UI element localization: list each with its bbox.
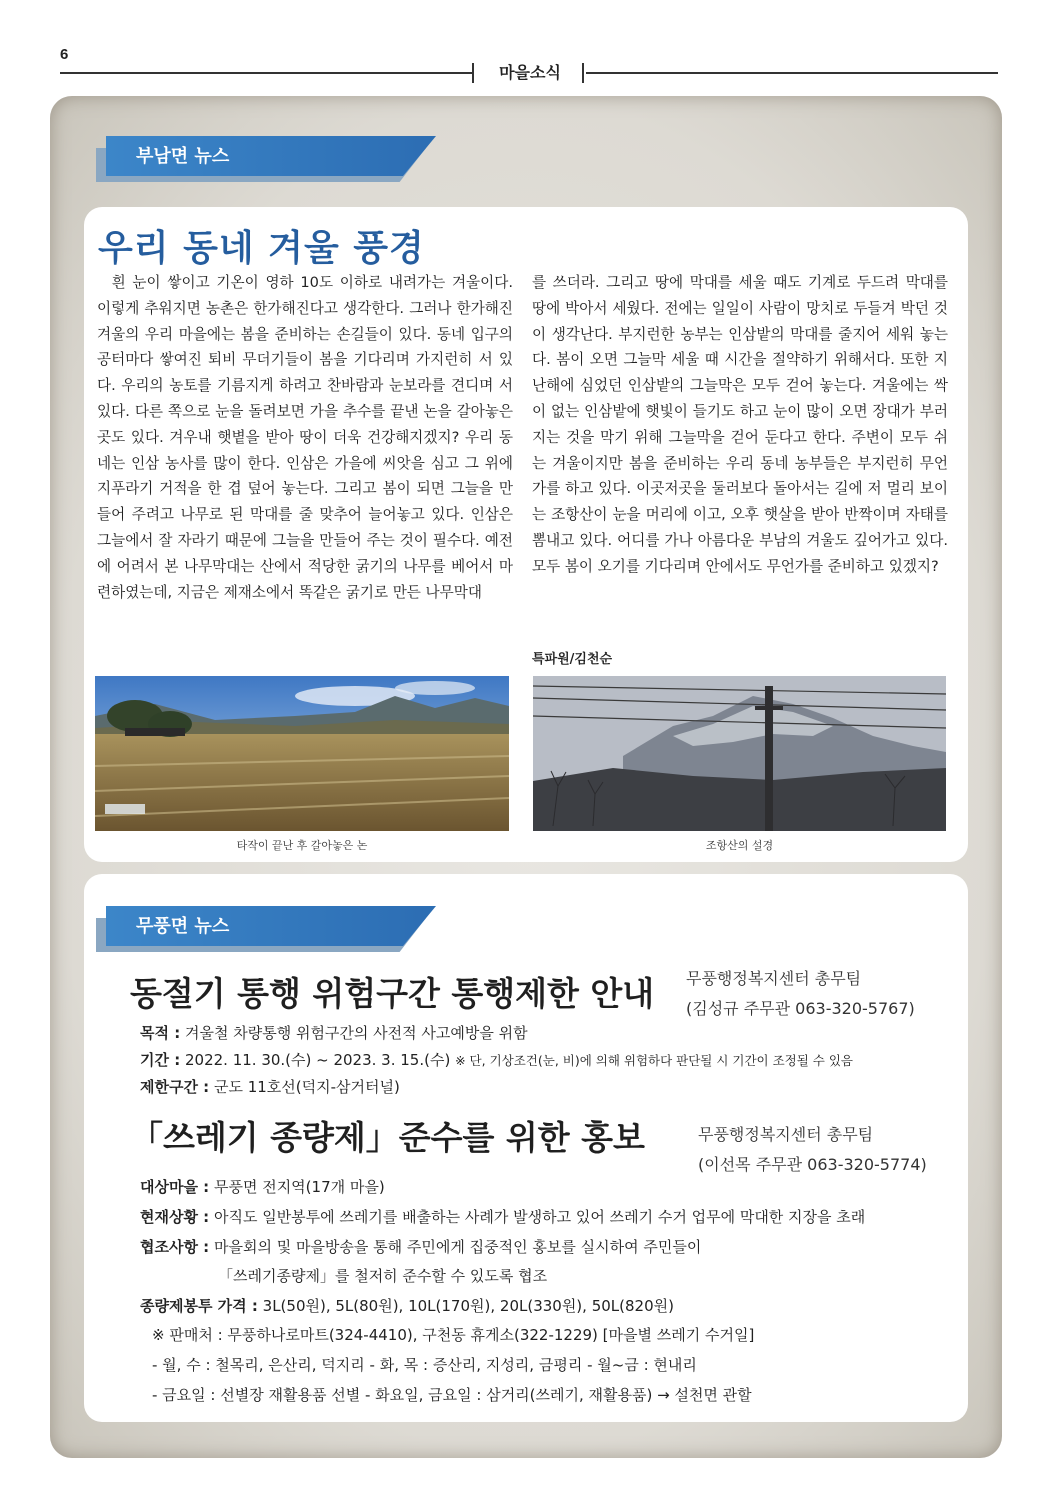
article-column-right: 를 쓰더라. 그리고 땅에 막대를 세울 때도 기계로 두드려 막대를 땅에 박아서 세웠다. 전에는 일일이 사람이 망치로 두들겨 박던 것이 생각난다. 부지런한 농부는 인삼밭의 막대를 줄지어 세워 놓는다. 봄이 오면 그늘막 세울 때 시간을 절약하기 위해서다. 또한 지난해에 심었던 인삼밭의 그늘막은 모두 걷어 놓는다. 겨울에는 싹이 없는 인삼밭에 햇빛이 들기도 하고 눈이 많이 오면 장대가 부러지는 것을 막기 위해 그늘막을 걷어 둔다고 한다. 주변이 모두 쉬는 겨울이지만 봄을 준비하는 우리 동네 농부들은 부지런히 무언가를 하고 있다. 이곳저곳을 둘러보다 돌아서는 길에 저 멀리 보이는 조항산이 눈을 머리에 이고, 오후 햇살을 받아 반짝이며 자태를 뽐내고 있다. 어디를 가나 아름다운 부남의 겨울도 깊어가고 있다. 모두 봄이 오기를 기다리며 안에서도 무언가를 준비하고 있겠지?: [532, 274, 948, 575]
notice-purpose: 목적 : 겨울철 차량통행 위험구간의 사전적 사고예방을 위함: [140, 1024, 528, 1042]
notice-target: 대상마을 : 무풍면 전지역(17개 마을): [140, 1178, 385, 1196]
article-column-left: 흰 눈이 쌓이고 기온이 영하 10도 이하로 내려가는 겨울이다. 이렇게 추워지면 농촌은 한가해진다고 생각한다. 그러나 한가해진 겨울의 우리 마을에는 봄을 준비하는 손길들이 있다. 동네 입구의 공터마다 쌓여진 퇴비 무더기들이 봄을 기다리며 가지런히 서 있다. 우리의 농토를 기름지게 하려고 찬바람과 눈보라를 견디며 서 있다. 다른 쪽으로 눈을 돌려보면 가을 추수를 끝낸 논을 갈아놓은 곳도 있다. 겨우내 햇볕을 받아 땅이 더욱 건강해지겠지? 우리 동네는 인삼 농사를 많이 한다. 인삼은 가을에 씨앗을 심고 그 위에 지푸라기 거적을 한 겹 덮어 놓는다. 그리고 봄이 되면 그늘을 만들어 주려고 나무로 된 막대를 줄 맞추어 늘어놓고 있다. 인삼은 그늘에서 잘 자라기 때문에 그늘을 만들어 주는 것이 필수다. 예전에 어려서 본 나무막대는 산에서 적당한 굵기의 나무를 베어서 마련하였는데, 지금은 제재소에서 똑같은 굵기로 만든 나무막대: [97, 274, 513, 601]
notice-schedule: - 월, 수 : 철목리, 은산리, 덕지리 - 화, 목 : 증산리, 지성리, 금평리 - 월~금 : 현내리: [152, 1356, 697, 1374]
article-title: 우리 동네 겨울 풍경: [98, 228, 425, 269]
photo-caption: 타작이 끝난 후 갈아놓은 논: [236, 839, 368, 852]
section-banner-label: 무풍면 뉴스: [136, 916, 230, 937]
notice-status: 현재상황 : 아직도 일반봉투에 쓰레기를 배출하는 사례가 발생하고 있어 쓰레기 수거 업무에 막대한 지장을 초래: [140, 1208, 866, 1226]
header-tick-left: [472, 63, 474, 83]
notice-contact: [686, 964, 915, 1024]
photo-caption: 조항산의 설경: [705, 839, 774, 852]
notice-contact: [698, 1120, 927, 1180]
contact-office: 무풍행정복지센터 총무팀: [698, 1125, 874, 1144]
notice-period: 기간 : 2022. 11. 30.(수) ~ 2023. 3. 15.(수) ※ 단, 기상조건(눈, 비)에 의해 위험하다 판단될 시 기간이 조정될 수 있음: [140, 1051, 854, 1069]
notice-zone: 제한구간 : 군도 11호선(덕지-삼거터널): [140, 1078, 400, 1096]
notice-schedule: - 금요일 : 선별장 재활용품 선별 - 화요일, 금요일 : 삼거리(쓰레기, 재활용품) → 설천면 관할: [152, 1386, 752, 1404]
section-label: 마을소식: [499, 63, 561, 82]
notice-seller: ※ 판매처 : 무풍하나로마트(324-4410), 구천동 휴게소(322-1229) [마을별 쓰레기 수거일]: [152, 1326, 755, 1344]
notice-cooperation-cont: 「쓰레기종량제」를 철저히 준수할 수 있도록 협조: [218, 1267, 548, 1285]
notice-title: 동절기 통행 위험구간 통행제한 안내: [130, 974, 655, 1013]
article-byline: 특파원/김천순: [532, 652, 613, 667]
contact-office: 무풍행정복지센터 총무팀: [686, 969, 862, 988]
notice-price: 종량제봉투 가격 : 3L(50원), 5L(80원), 10L(170원), 20L(330원), 50L(820원): [140, 1297, 674, 1315]
notice-cooperation: 협조사항 : 마을회의 및 마을방송을 통해 주민에게 집중적인 홍보를 실시하여 주민들이: [140, 1238, 702, 1256]
contact-person: (이선목 주무관 063-320-5774): [698, 1155, 927, 1174]
notice-title: 「쓰레기 종량제」준수를 위한 홍보: [130, 1118, 645, 1157]
header-tick-right: [582, 63, 584, 83]
page-number: 6: [60, 46, 69, 63]
section-banner-label: 부남면 뉴스: [136, 146, 230, 167]
photo-plowed-field: [95, 676, 509, 831]
header-rule-right: [586, 72, 998, 74]
photo-snowy-mountain: [533, 676, 946, 831]
contact-person: (김성규 주무관 063-320-5767): [686, 999, 915, 1018]
header-rule-left: [60, 72, 472, 74]
